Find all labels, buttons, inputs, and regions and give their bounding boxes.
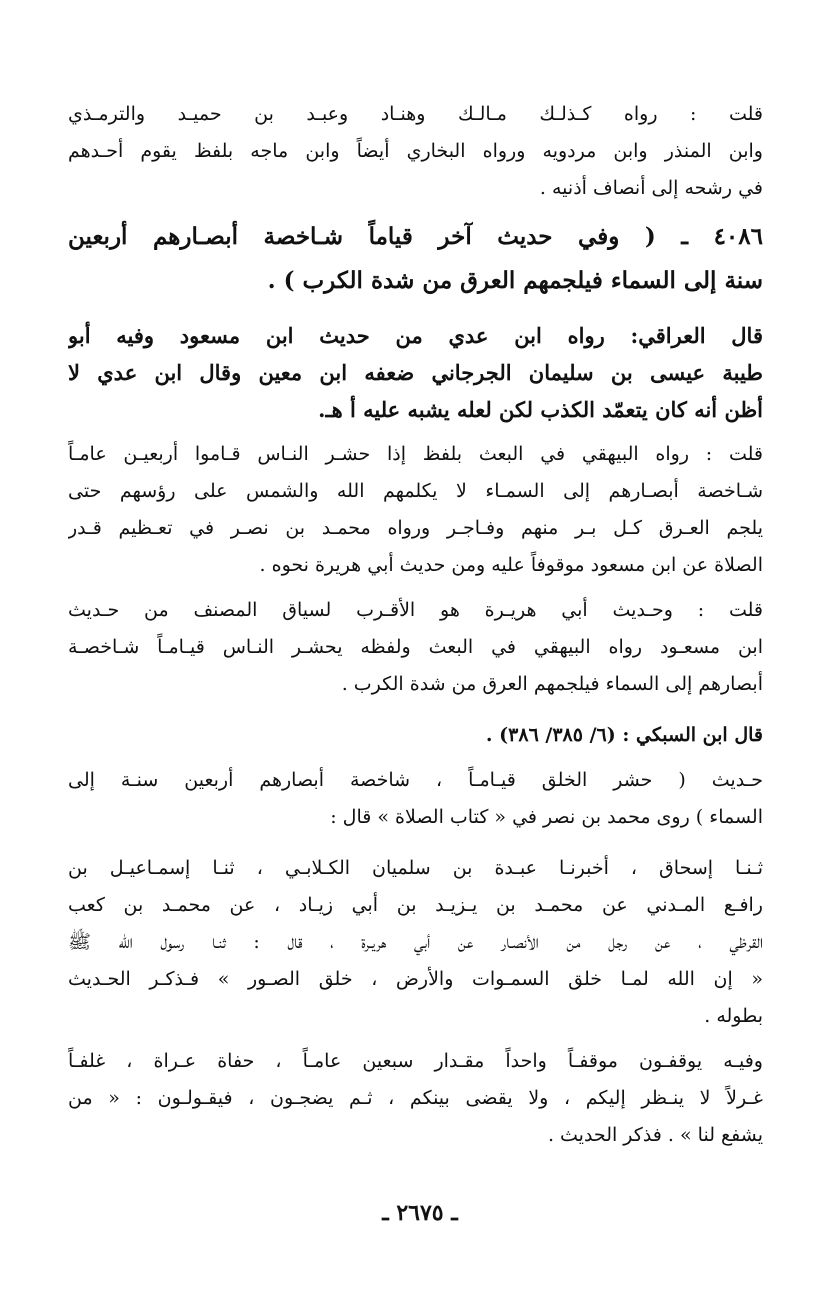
subki-heading-line: قال ابن السبكي : (٦/ ٣٨٥/ ٣٨٦) . — [485, 724, 763, 746]
text-line: الصلاة عن ابن مسعود موقوفاً عليه ومن حديث أبي هريرة نحوه . — [259, 554, 763, 576]
text-line: وفيـه يوقفـون موقفـاً واحداً مقـدار سبعين عامـاً ، حفاة عـراة ، غلفـاً — [68, 1050, 763, 1072]
paragraph-isnad — [68, 850, 763, 1035]
text-line: شـاخصة أبصـارهم إلى السمـاء لا يكلمهم الله والشمس على رؤسهم حتى — [68, 480, 763, 502]
text-line: السماء ) روى محمد بن نصر في « كتاب الصلاة » قال : — [330, 806, 763, 828]
text-line: أبصارهم إلى السماء فيلجمهم العرق من شدة الكرب . — [341, 673, 763, 695]
text-line: أظن أنه كان يتعمّد الكذب لكن لعله يشبه عليه أ هـ. — [318, 397, 763, 422]
paragraph-qult-2 — [68, 436, 763, 584]
text-line: طيبة عيسى بن سليمان الجرجاني ضعفه ابن معين وقال ابن عدي لا — [68, 360, 763, 385]
text-line: ثـنـا إسحاق ، أخبرنـا عبـدة بن سلميان الكـلابـي ، ثنـا إسمـاعيـل بن — [68, 857, 763, 879]
text-line: قال العراقي: رواه ابن عدي من حديث ابن مسعود وفيه أبو — [68, 323, 763, 348]
text-line: قلت : رواه كـذلـك مـالـك وهنـاد وعبـد بن حميـد والترمـذي — [68, 103, 763, 125]
heading-line: ٤٠٨٦ ـ ( وفي حديث آخر قياماً شـاخصة أبصـارهم أربعين — [68, 223, 763, 250]
text-line: القرظي ، عن رجل من الأنصـار عن أبي هريـرة ، قال : ثنـا رسول الله ﷺ — [68, 931, 763, 953]
text-line: يلجم العـرق كـل بـر منهم وفـاجـر ورواه محمـد بن نصـر في تعـظيم قـدر — [68, 517, 763, 539]
heading-line: سنة إلى السماء فيلجمهم العرق من شدة الكرب ) . — [267, 267, 763, 294]
paragraph-qult-3 — [68, 592, 763, 703]
text-line: قلت : رواه البيهقي في البعث بلفظ إذا حشـر النـاس قـاموا أربعيـن عامـاً — [68, 443, 763, 465]
text-line: قلت : وحـديث أبي هريـرة هو الأقـرب لسياق المصنف من حـديث — [68, 599, 763, 621]
paragraph-iraqi — [68, 317, 763, 428]
text-line: « إن الله لمـا خلق السمـوات والأرض ، خلق الصـور » فـذكـر الحـديث — [68, 968, 763, 990]
text-line: غـرلاً لا ينـظر إليكم ، ولا يقضى بينكم ، ثـم يضجـون ، فيقـولـون : « من — [68, 1087, 763, 1109]
hadith-heading-4086 — [68, 215, 763, 303]
text-line: رافـع المـدني عن محمـد بن يـزيـد بن أبي زيـاد ، عن محمـد بن كعب — [68, 894, 763, 916]
paragraph-qult-1 — [68, 96, 763, 207]
page-number: ـ ٢٦٧٥ ـ — [382, 1200, 458, 1226]
text-line: حـديث ( حشر الخلق قيـامـاً ، شاخصة أبصارهم أربعين سنـة إلى — [68, 769, 763, 791]
text-line: وابن المنذر وابن مردويه ورواه البخاري أيضاً وابن ماجه بلفظ يقوم أحـدهم — [68, 140, 763, 162]
text-line: بطوله . — [704, 1005, 763, 1027]
paragraph-subki — [68, 717, 763, 754]
paragraph-hadith-hashr — [68, 762, 763, 836]
text-line: ابن مسعـود رواه البيهقي في البعث ولفظه يحشـر النـاس قيـامـاً شـاخصـة — [68, 636, 763, 658]
text-line: يشفع لنا » . فذكر الحديث . — [547, 1124, 763, 1146]
paragraph-waqf — [68, 1043, 763, 1154]
text-line: في رشحه إلى أنصاف أذنيه . — [539, 177, 763, 199]
page-body — [68, 96, 763, 1154]
